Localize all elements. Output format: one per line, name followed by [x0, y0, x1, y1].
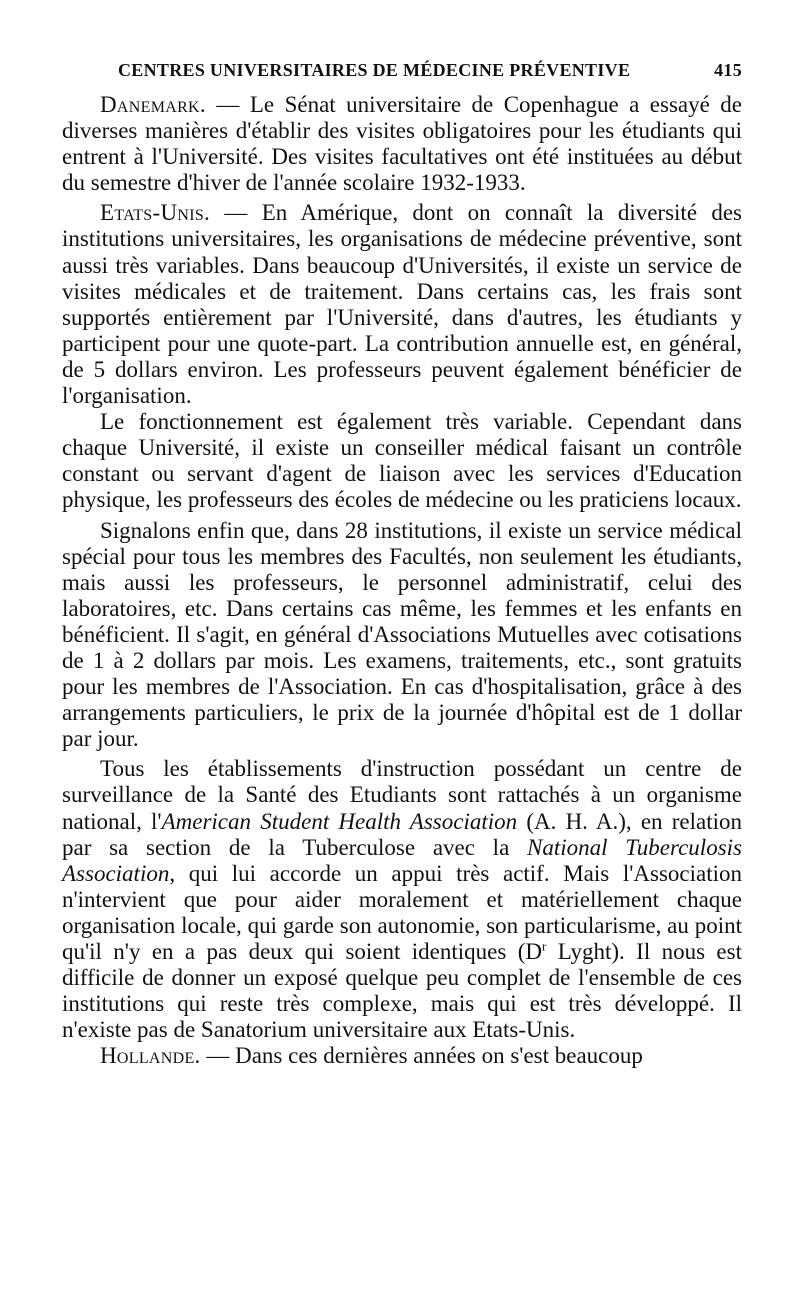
paragraph-hollande	[62, 1043, 742, 1069]
paragraph-etats-unis	[62, 200, 742, 409]
paragraph-text: Dans ces dernières années on s'est beaucoup	[235, 1043, 643, 1069]
section-lead-danemark: Danemark.	[100, 92, 206, 117]
running-title: CENTRES UNIVERSITAIRES DE MÉDECINE PRÉVENTIVE	[118, 60, 631, 80]
section-lead-hollande: Hollande.	[100, 1043, 201, 1069]
superscript: r	[541, 938, 547, 954]
book-page	[62, 60, 742, 1069]
paragraph-text: Lyght). Il nous est difficile de donner un exposé quelque peu complet de l'ensemble de ces institutions qui reste très complexe, mais qui est très développé. Il n'existe pas de Sanatorium universitaire aux Etats-Unis.	[62, 939, 742, 1043]
em-dash: —	[200, 1043, 236, 1069]
paragraph-text: Le fonctionnement est également très variable. Cependant dans chaque Université, il existe un conseiller médical faisant un contrôle constant ou servant d'agent de liaison avec les services d'Education physique, les professeurs des écoles de médecine ou les praticiens locaux.	[62, 409, 742, 513]
paragraph-text: , qui lui accorde un appui très actif. Mais l'Association n'intervient que pour aider moralement et matériellement chaque organisation locale, qui garde son autonomie, son particularisme, au point qu'il n'y en a pas deux qui soient identiques (D	[62, 860, 742, 964]
paragraph-etablissements	[62, 756, 742, 1043]
paragraph-text: En Amérique, dont on connaît la diversité des institutions universitaires, les organisations de médecine préventive, sont aussi très variables. Dans beaucoup d'Universités, il existe un service de visites médicales et de traitement. Dans certains cas, les frais sont supportés entièrement par l'Université, dans d'autres, les étudiants y participent pour une quote-part. La contribution annuelle est, en général, de 5 dollars environ. Les professeurs peuvent également bénéficier de l'organisation.	[62, 200, 743, 409]
paragraph-signalons	[62, 518, 742, 753]
paragraph-text: Le Sénat universitaire de Copenhague a essayé de diverses manières d'établir des visites obligatoires pour les étudiants qui entrent à l'Université. Des visites facultatives ont été instituées au début du semestre d'hiver de l'année scolaire 1932-1933.	[62, 92, 743, 196]
page-number: 415	[714, 60, 742, 80]
em-dash: —	[205, 92, 250, 117]
em-dash: —	[210, 200, 262, 226]
paragraph-fonctionnement	[62, 409, 742, 513]
paragraph-text: Tous les établissements d'instruction possédant un centre de surveillance de la Santé des Etudiants sont rattachés à un organisme national, l'	[62, 756, 742, 834]
section-lead-etats-unis: Etats-Unis.	[100, 200, 211, 226]
paragraph-text: Signalons enfin que, dans 28 institutions, il existe un service médical spécial pour tous les membres des Facultés, non seulement les étudiants, mais aussi les professeurs, le personnel administratif, celui des laboratoires, etc. Dans certains cas même, les femmes et les enfants en bénéficient. Il s'agit, en général d'Associations Mutuelles avec cotisations de 1 à 2 dollars par mois. Les examens, traitements, etc., sont gratuits pour les membres de l'Association. En cas d'hospitalisation, grâce à des arrangements particuliers, le prix de la journée d'hôpital est de 1 dollar par jour.	[62, 517, 742, 752]
paragraph-danemark	[62, 92, 742, 196]
paragraph-text: (A. H. A.), en relation par sa section de la Tuberculose avec la	[62, 808, 743, 860]
running-header	[118, 60, 742, 92]
italic-organization-name: American Student Health Association	[161, 808, 518, 834]
italic-organization-name: National Tuberculosis Association	[62, 834, 742, 886]
